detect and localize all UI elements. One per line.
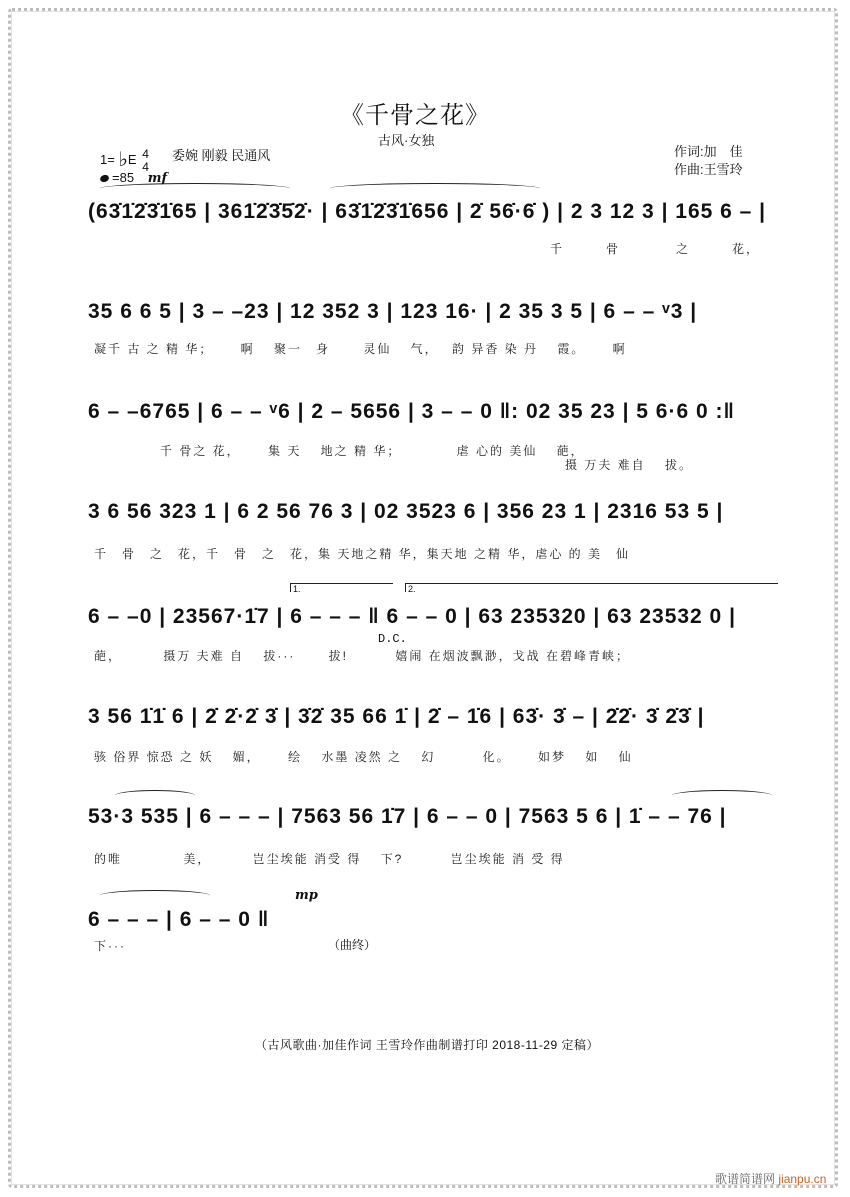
staff-row-5: 6 – –0 | 23567·1̇7 | 6 – – – ‖ 6 – – 0 | 63 235320 | 63 23532 0 | (88, 605, 736, 628)
dynamic-mp: mp (295, 888, 318, 903)
lyrics-row-1: 千 骨 之 花， (550, 242, 761, 256)
time-top: 4 (142, 146, 149, 161)
da-capo-mark: D.C. (378, 632, 407, 646)
staff-row-1: (63̇1̇2̇3̇1̇65 | 361̇2̇3̇5̇2̇· | 63̇1̇2̇3̇1̇656 | 2̇ 56̇·6̇ ) | 2 3 12 3 | 165 6 – | (88, 200, 767, 223)
lyrics-row-8: 下··· (94, 939, 126, 953)
quarter-note-icon (99, 174, 110, 184)
credits (674, 143, 743, 179)
lyrics-row-3: 千 骨之 花， 集 天 地之 精 华； 虐 心的 美仙 葩， (160, 444, 585, 458)
key-note: E (127, 152, 137, 167)
time-bottom: 4 (142, 159, 149, 174)
style-description: 委婉 刚毅 民通风 (172, 148, 271, 163)
lyrics-row-3-verse-2: 摄 万夫 难自 拔。 (565, 458, 694, 472)
slur (100, 890, 210, 901)
composer: 作曲:王雪玲 (674, 162, 743, 177)
staff-row-8: 6 – – – | 6 – – 0 ‖ (88, 908, 270, 931)
staff-row-6: 3 56 1̇1̇ 6 | 2̇ 2̇·2̇ 3̇ | 3̇2̇ 35 66 1̇ | 2̇ – 1̇6 | 63̇· 3̇ – | 2̇2̇· 3̇ 2̇3̇ | (88, 705, 705, 728)
footer-note: （古风歌曲·加佳作词 王雪玲作曲制谱打印 2018-11-29 定稿） (255, 1038, 599, 1052)
lyrics-row-2: 凝千 古 之 精 华； 啊 聚一 身 灵仙 气， 韵 异香 染 丹 霞。 啊 (94, 342, 627, 356)
slur (672, 790, 772, 801)
key-prefix: 1= (100, 152, 115, 167)
slur (100, 183, 290, 194)
staff-row-3: 6 – –6765 | 6 – – ᵛ6 | 2 – 5656 | 3 – – 0 ‖: 02 35 23 | 5 6·6 0 :‖ (88, 400, 735, 423)
volta-1: 1. (290, 583, 393, 592)
slur (115, 790, 195, 801)
dynamic-mf: mf (147, 171, 168, 186)
staff-row-4: 3 6 56 323 1 | 6 2 56 76 3 | 02 3523 6 | 356 23 1 | 2316 53 5 | (88, 500, 724, 523)
watermark-cn: 歌谱简谱网 (715, 1172, 776, 1186)
watermark-site: jianpu.cn (778, 1172, 827, 1186)
lyrics-row-6: 骇 俗界 惊恐 之 妖 媚， 绘 水墨 凌然 之 幻 化。 如梦 如 仙 (94, 750, 633, 764)
lyrics-row-5: 葩， 摄万 夫难 自 拔··· 拔! 嬉闹 在烟波飘渺，戈战 在碧峰青峡； (94, 649, 630, 663)
slur (330, 183, 540, 194)
lyrics-row-4: 千 骨 之 花，千 骨 之 花，集 天地之精 华，集天地 之精 华，虐心 的 美 仙 (94, 547, 631, 561)
watermark (715, 1170, 826, 1187)
flat-icon: ♭ (118, 149, 128, 171)
lyrics-row-7: 的唯 美， 岂尘埃能 消受 得 下? 岂尘埃能 消 受 得 (94, 852, 565, 866)
staff-row-7: 53·3 535 | 6 – – – | 7563 56 1̇7 | 6 – – 0 | 7563 5 6 | 1̇ – – 76 | (88, 805, 727, 828)
song-subtitle: 古风·女独 (378, 133, 435, 148)
song-title: 《千骨之花》 (340, 101, 490, 129)
tempo-value: =85 (112, 170, 135, 185)
staff-row-2: 35 6 6 5 | 3 – –23 | 12 352 3 | 123 16· | 2 35 3 5 | 6 – – ᵛ3 | (88, 300, 698, 323)
end-mark: （曲终） (328, 938, 377, 952)
volta-2: 2. (405, 583, 778, 592)
lyricist: 作词:加 佳 (674, 144, 743, 159)
